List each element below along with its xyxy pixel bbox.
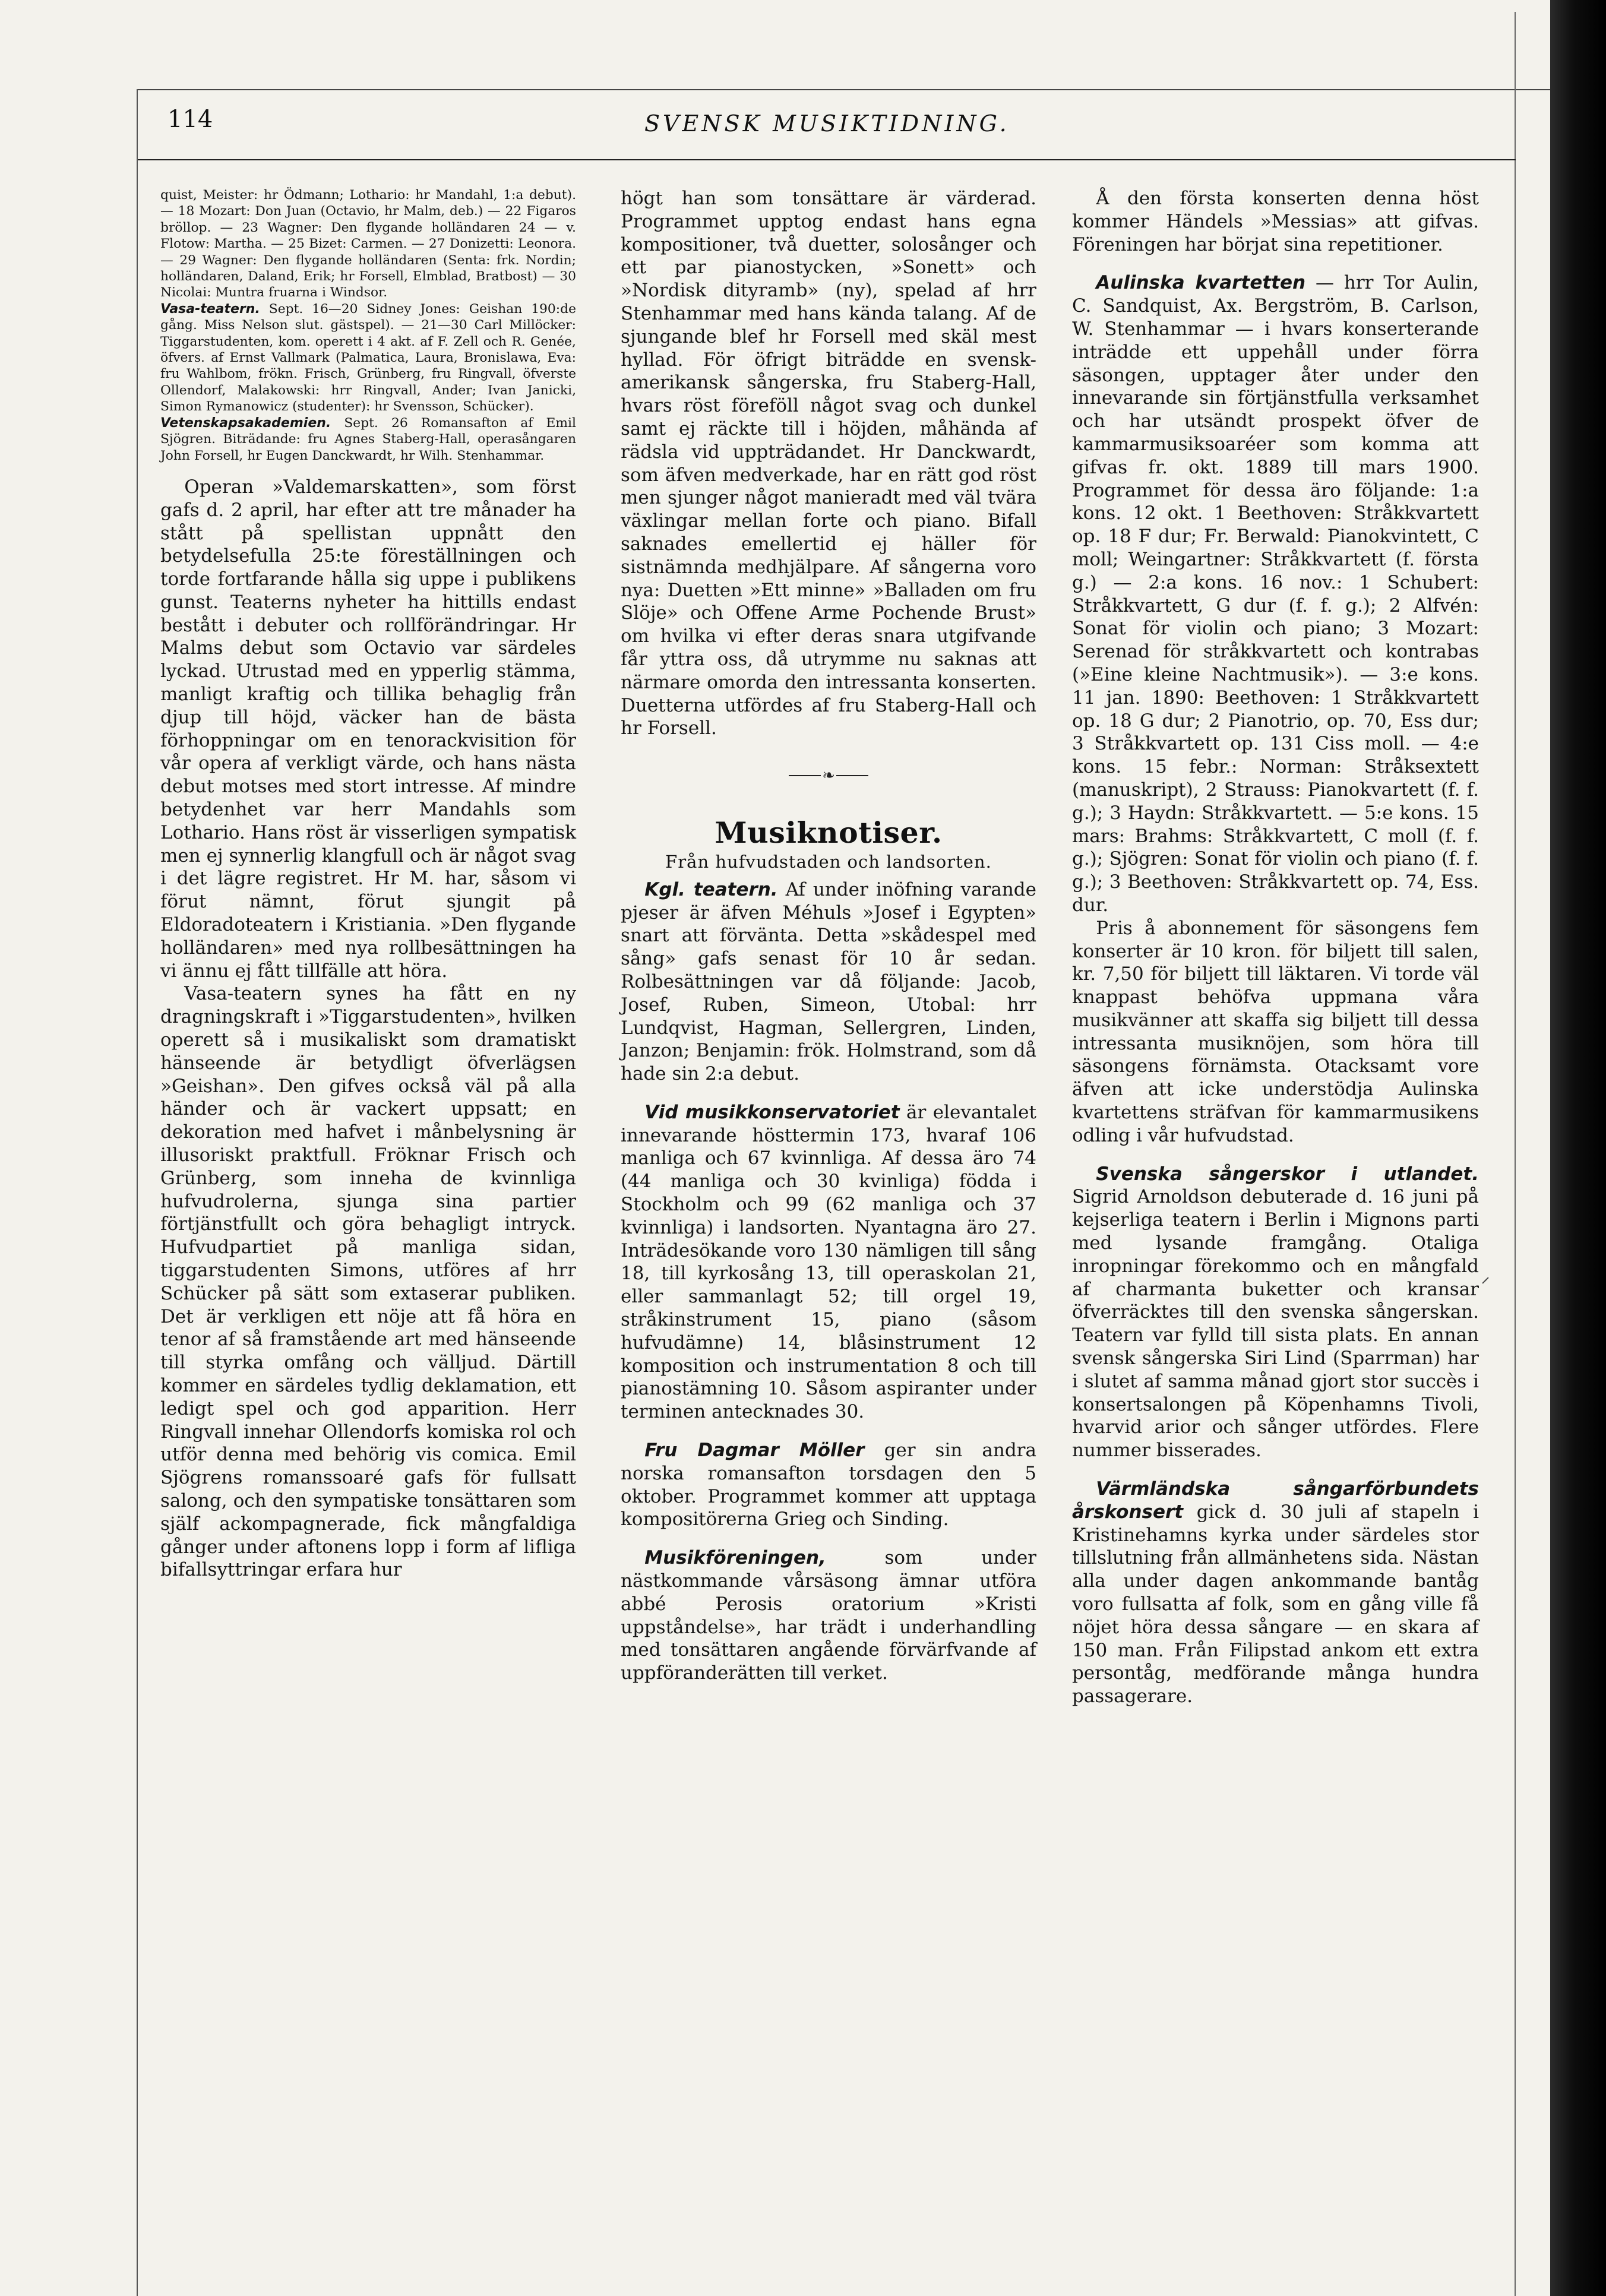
vetenskapsakademien-notice <box>160 415 576 464</box>
scan-edge-shadow <box>1550 0 1606 2296</box>
notice-aulinska-kvartetten <box>1072 271 1479 916</box>
vasa-teatern-text: Sept. 16—20 Sidney Jones: Geishan 190:de gång. Miss Nelson slut. gästspel). — 21—30 Carl Millöcker: Tiggarstudenten, kom. operett i 4 akt. af F. Zell och R. Genée, öfvers. af Ernst Vallmark (Palmatica, Laura, Bronislawa, Eva: fru Wahlbom, frökn. Frisch, Grünberg, fru Ringvall, öfverste Ollendorf, Malakowski: hrr Ringvall, Ander; Ivan Janicki, Simon Rymanowicz (studenter): hr Svensson, Schücker). <box>160 301 576 415</box>
ornament-line-left <box>789 775 821 776</box>
vasa-teatern-heading: Vasa-teatern. <box>160 301 260 317</box>
svenska-sangerskor-text: Sigrid Arnoldson debuterade d. 16 juni på kejserliga teatern i Berlin i Mignons parti med lysande framgång. Otaliga inropningar förekommo och en mångfald af charmanta buketter och kransar öfverräcktes till den svenska sångerskan. Teatern var fylld till sista plats. En annan svensk sångerska Siri Lind (Sparrman) har i slutet af samma månad gjort stor succès i konsertsalongen på Köpenhamns Tivoli, hvarvid arior och sånger utfördes. Flere nummer bisserades. <box>1072 1186 1479 1462</box>
svenska-sangerskor-heading: Svenska sångerskor i utlandet. <box>1096 1163 1479 1185</box>
dagmar-moller-heading: Fru Dagmar Möller <box>644 1440 865 1462</box>
notice-varmlandska-sangarforbundet <box>1072 1478 1479 1708</box>
aulinska-heading: Aulinska kvartetten <box>1096 272 1306 294</box>
header-rule <box>138 159 1516 160</box>
aulinska-text: — hrr Tor Aulin, C. Sandquist, Ax. Bergström, B. Carlson, W. Stenhammar — i hvars konserterande inträdde ett uppehåll under förra säsongen, upptager åter under den innevarande sin förtjänstfulla verksamhet och har utsändt prospekt öfver de kammarmusiksoaréer som komma att gifvas fr. okt. 1889 till mars 1900. Programmet för dessa äro följande: 1:a kons. 12 okt. 1 Beethoven: Stråkkvartett op. 18 F dur; Fr. Berwald: Pianokvintett, C moll; Weingartner: Stråkkvartett (f. första g.) — 2:a kons. 16 nov.: 1 Schubert: Stråkkvartett, G dur (f. f. g.); 2 Alfvén: Sonat för violin och piano; 3 Mozart: Serenad för stråkkvartett och kontrabas (»Eine kleine Nachtmusik»). — 3:e kons. 11 jan. 1890: Beethoven: 1 Stråkkvartett op. 18 G dur; 2 Pianotrio, op. 70, Ess dur; 3 Stråkkvartett op. 131 Ciss moll. — 4:e kons. 15 febr.: Norman: Stråksextett (manuskript), 2 Strauss: Pianokvartett (f. f. g.); 3 Haydn: Stråkkvartett. — 5:e kons. 15 mars: Brahms: Stråkkvartett, C moll (f. f. g.); Sjögren: Sonat för violin och piano (f. f. g.); 3 Beethoven: Stråkkvartett op. 74, Ess. dur. <box>1072 272 1479 916</box>
column-2-notices <box>621 878 1036 1685</box>
notice-musikforeningen <box>621 1547 1036 1685</box>
ornament-flourish-icon: ❧ <box>822 766 835 785</box>
notice-svenska-sangerskor <box>1072 1163 1479 1462</box>
paragraph-vasa-teatern: Vasa-teatern synes ha fått en ny dragningskraft i »Tiggarstudenten», hvilken operett så i musikaliskt som dramatiskt hänseende är betydligt öfverlägsen »Geishan». Den gifves också väl på alla händer och är vackert uppsatt; en dekoration med hafvet i månbelysning är illusoriskt praktfull. Fröknar Frisch och Grünberg, som inneha de kvinnliga hufvudrolerna, sjunga sina partier förtjänstfullt och göra behagligt intryck. Hufvudpartiet på manliga sidan, tiggarstudenten Simons, utföres af hrr Schücker på sätt som extaserar publiken. Det är verkligen ett nöje att få höra en tenor af så framstående art med hänseende till styrka omfång och välljud. Därtill kommer en särdeles tydlig deklamation, ett ledigt spel och god apparition. Herr Ringvall innehar Ollendorfs komiska rol och utför denna med behörig vis comica. Emil Sjögrens romanssoaré gafs för fullsatt salong, och den sympatiske tonsättaren som själf ackompagnerade, fick mångfaldiga gånger under aftonens lopp i form af lifliga bifallsyttringar erfara hur <box>160 983 576 1581</box>
ornament-line-right <box>836 775 868 776</box>
konservatoriet-heading: Vid musikkonservatoriet <box>644 1101 900 1123</box>
paragraph-operan: Operan »Valdemarskatten», som först gafs d. 2 april, har efter att tre månader ha stått på spellistan uppnått den betydelsefulla 25:te föreställningen och torde fortfarande hålla sig uppe i publikens gunst. Teaterns nyheter ha hittills endast bestått i debuter och rollförändringar. Hr Malms debut som Octavio var särdeles lyckad. Utrustad med en ypperlig stämma, manligt kraftig och tillika behaglig från djup till höjd, väcker han de bästa förhoppningar om en tenorackvisition för vår opera af verkligt värde, och hans nästa debut motses med stort intresse. Af mindre betydenhet var herr Mandahls som Lothario. Hans röst är visserligen sympatisk men ej synnerlig klangfull och är något svag i det lägre registret. Hr M. har, såsom vi förut nämnt, förut sjungit på Eldoradoteatern i Kristiania. »Den flygande holländaren» med nya rollbesättningen ha vi ännu ej fått tillfälle att höra. <box>160 476 576 982</box>
running-title: SVENSK MUSIKTIDNING. <box>644 110 1010 137</box>
musikforeningen-heading: Musikföreningen, <box>644 1547 826 1569</box>
column-3 <box>1072 187 1479 1708</box>
paragraph-abonnement: Pris å abonnement för säsongens fem konserter är 10 kron. för biljett till salen, kr. 7,50 för biljett till läktaren. Vi torde väl knappast behöfva uppmana våra musikvänner att skaffa sig biljett till dessa intressanta musiknöjen, som höra till säsongens förnämsta. Otacksamt vore äfven att icke understödja Aulinska kvartettens sträfvan för kammarmusikens odling i vår hufvudstad. <box>1072 917 1479 1146</box>
paragraph-sjogren-review: högt han som tonsättare är värderad. Programmet upptog endast hans egna kompositioner, två duetter, solosånger och ett par pianostycken, »Sonett» och »Nordisk dityramb» (ny), spelad af hrr Stenhammar med hans kända talang. Af de sjungande blef hr Forsell med skäl mest hyllad. För öfrigt biträdde en svensk-amerikansk sångerska, fru Staberg-Hall, hvars röst föreföll något svag och dunkel samt ej räckte till i höjden, måhända af rädsla vid uppträdandet. Hr Danckwardt, som äfven medverkade, har en rätt god röst men sjunger något manieradt med väl tvära växlingar mellan forte och piano. Bifall saknades emellertid ej häller för sistnämnda medhjälpare. Af sångerna voro nya: Duetten »Ett minne» »Balladen om fru Slöje» och Offene Arme Pochende Brust» om hvilka vi efter deras snara utgifvande får yttra oss, då utrymme nu saknas att närmare omorda den intressanta konserten. Duetterna utfördes af fru Staberg-Hall och hr Forsell. <box>621 188 1036 739</box>
musikforeningen-text: som under nästkommande vårsäsong ämnar utföra abbé Perosis oratorium »Kristi uppståndelse», har trädt i underhandling med tonsättaren angående förvärfvande af uppföranderätten till verket. <box>621 1547 1036 1684</box>
vetenskapsakademien-heading: Vetenskapsakademien. <box>160 415 331 431</box>
vetenskapsakademien-text: Sept. 26 Romansafton af Emil Sjögren. Biträdande: fru Agnes Staberg-Hall, operasångaren John Forsell, hr Eugen Danckwardt, hr Wilh. Stenhammar. <box>160 415 576 463</box>
pencil-mark <box>1482 1277 1488 1283</box>
notice-dagmar-moller <box>621 1439 1036 1531</box>
paragraph-messias: Å den första konserten denna höst kommer Händels »Messias» att gifvas. Föreningen har börjat sina repetitioner. <box>1072 188 1479 255</box>
ornament-divider <box>621 767 1036 785</box>
dagmar-moller-text: ger sin andra norska romansafton torsdagen den 5 oktober. Programmet kommer att upptaga kompositörerna Grieg och Sinding. <box>621 1440 1036 1530</box>
varmlandska-heading: Värmländska sångarförbundets årskonsert <box>1072 1478 1479 1523</box>
frame-left-rule <box>137 89 138 2296</box>
page-number: 114 <box>167 106 213 133</box>
frame-right-rule <box>1515 12 1516 2296</box>
section-subtitle: Från hufvudstaden och landsorten. <box>665 851 992 872</box>
section-title: Musiknotiser. <box>715 815 943 850</box>
kgl-teatern-heading: Kgl. teatern. <box>644 878 778 900</box>
vasa-teatern-repertoire <box>160 301 576 415</box>
konservatoriet-text: är elevantalet innevarande hösttermin 173, hvaraf 106 manliga och 67 kvinnliga. Af dessa äro 74 (44 manliga och 30 kvinliga) födda i Stockholm och 99 (62 manliga och 37 kvinnliga) i landsorten. Nyantagna äro 27. Inträdesökande voro 130 nämligen till sång 18, till kyrkosång 13, till operaskolan 21, eller sammanlagt 52; till orgel 19, stråkinstrument 15, piano (såsom hufvudämne) 14, blåsinstrument 12 komposition och instrumentation 8 och till pianostämning 10. Såsom aspiranter under terminen antecknades 30. <box>621 1101 1036 1423</box>
opera-repertoire-list: quist, Meister: hr Ödmann; Lothario: hr Mandahl, 1:a debut). — 18 Mozart: Don Juan (Octavio, hr Malm, deb.) — 22 Figaros bröllop. — 23 Wagner: Den flygande holländaren 24 — v. Flotow: Martha. — 25 Bizet: Carmen. — 27 Donizetti: Leonora. — 29 Wagner: Den flygande holländaren (Senta: frk. Nordin; holländaren, Daland, Erik; hr Forsell, Elmblad, Bratbost) — 30 Nicolai: Muntra fruarna i Windsor. <box>160 188 576 301</box>
column-1-body <box>160 476 576 1582</box>
notice-konservatoriet <box>621 1101 1036 1424</box>
varmlandska-text: gick d. 30 juli af stapeln i Kristinehamns kyrka under särdeles stor tillslutning från allmänhetens sida. Nästan alla under dagen ankommande bantåg voro fullsatta af folk, som en gång ville få nöjet höra dessa sångare — en skara af 150 man. Från Filipstad ankom ett extra persontåg, medförande många hundra passagerare. <box>1072 1501 1479 1707</box>
notice-kgl-teatern <box>621 878 1036 1086</box>
column-1 <box>160 187 576 1582</box>
column-2 <box>621 187 1036 1685</box>
frame-top-rule <box>137 89 1550 90</box>
kgl-teatern-text: Af under inöfning varande pjeser är äfven Méhuls »Josef i Egypten» snart att förvänta. Detta »skådespel med sång» gafs senast för 10 år sedan. Rolbesättningen var då följande: Jacob, Josef, Ruben, Simeon, Utobal: hrr Lundqvist, Hagman, Sellergren, Linden, Janzon; Benjamin: frök. Holmstrand, som då hade sin 2:a debut. <box>621 878 1036 1085</box>
